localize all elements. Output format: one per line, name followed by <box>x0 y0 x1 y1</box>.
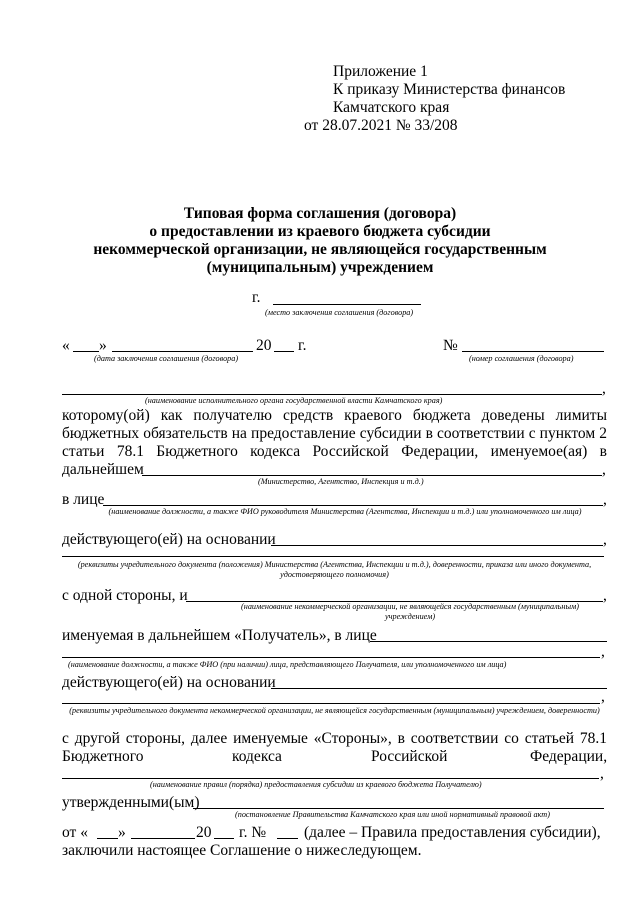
paragraph-line: с другой стороны, далее именуемые «Стороны», в соответствии со статьей 78.1 <box>62 730 607 747</box>
basis-field[interactable] <box>271 545 603 546</box>
final-month-field[interactable] <box>131 838 195 839</box>
comma: , <box>602 461 606 478</box>
number-caption: (номер соглашения (договора) <box>469 354 574 363</box>
closing-line: заключили настоящее Соглашение о нижеследующем. <box>62 842 422 859</box>
month-field[interactable] <box>112 351 253 352</box>
doc-title-line3: некоммерческой организации, не являющейся государственным <box>93 241 547 258</box>
decree-caption: (постановление Правительства Камчатского края или иной нормативный правовой акт) <box>235 810 550 819</box>
recipient-position-caption: (наименование должности, а также ФИО (при наличии) лица, представляющего Получателя, или уполномоченного им лица) <box>68 660 507 669</box>
subsidy-rules-field[interactable] <box>62 778 599 779</box>
final-number-sign: г. № <box>239 824 267 841</box>
subsidy-rules-caption: (наименование правил (порядка) предоставления субсидии из краевого бюджета Получателю) <box>150 780 482 789</box>
ministry-name-field[interactable] <box>142 475 602 476</box>
appendix-label: Приложение 1 <box>333 63 428 80</box>
comma: , <box>601 643 605 660</box>
paragraph-line: дальнейшем <box>62 461 144 478</box>
paragraph-word: кодекса <box>232 748 282 765</box>
head-position-caption: (наименование должности, а также ФИО руководителя Министерства (Агентства, Инспекции и т.д.) или уполномоченного им лица) <box>108 507 582 516</box>
approved-label: утвержденными(ым) <box>62 794 200 811</box>
final-from: от « <box>62 824 88 841</box>
comma: , <box>603 587 607 604</box>
number-sign: № <box>443 337 458 354</box>
final-rules-ref: (далее – Правила предоставления субсидии), <box>304 824 601 841</box>
final-day-field[interactable] <box>97 838 118 839</box>
ministry-caption: (Министерство, Агентство, Инспекция и т.д.) <box>258 477 424 486</box>
comma: , <box>601 688 605 705</box>
basis-continuation-field-2[interactable] <box>62 703 600 704</box>
year-field[interactable] <box>274 351 294 352</box>
city-caption: (место заключения соглашения (договора) <box>265 308 414 317</box>
final-year-field[interactable] <box>214 838 234 839</box>
nko-caption: (наименование некоммерческой организации, не являющейся государственным (муниципальным) учреждением) <box>241 602 579 621</box>
paragraph-line: бюджетных обязательств на предоставление субсидии в соответствии с пунктом 2 <box>62 425 607 442</box>
acting-basis-label-2: действующего(ей) на основании <box>62 674 276 691</box>
recipient-continuation-field[interactable] <box>62 657 600 658</box>
day-field[interactable] <box>73 351 99 352</box>
basis-field-2[interactable] <box>271 688 607 689</box>
recipient-person-field[interactable] <box>370 641 607 642</box>
executive-organ-field[interactable] <box>62 394 602 395</box>
requisites-caption-2: (реквизиты учредительного документа некоммерческой организации, не являющейся государственным (муниципальным) учреждением, доверенности) <box>69 706 600 715</box>
comma: , <box>600 765 604 782</box>
agreement-number-field[interactable] <box>462 351 604 352</box>
comma: , <box>602 380 606 397</box>
doc-title-line2: о предоставлении из краевого бюджета субсидии <box>149 223 491 240</box>
close-quote: » <box>99 337 107 354</box>
acting-basis-label: действующего(ей) на основании <box>62 531 276 548</box>
paragraph-line: статьи 78.1 Бюджетного кодекса Российской Федерации, именуемое(ая) в <box>62 443 607 460</box>
one-side-label: с одной стороны, и <box>62 587 188 604</box>
head-position-field[interactable] <box>103 505 603 506</box>
city-prefix: г. <box>252 289 261 306</box>
comma: , <box>603 491 607 508</box>
order-ref: К приказу Министерства финансов <box>333 81 566 98</box>
order-date-number: от 28.07.2021 № 33/208 <box>304 117 458 134</box>
decree-field[interactable] <box>193 808 604 809</box>
year-suffix: г. <box>298 337 307 354</box>
doc-title-line1: Типовая форма соглашения (договора) <box>183 205 457 222</box>
recipient-label: именуемая в дальнейшем «Получатель», в лице <box>62 627 377 644</box>
final-year-prefix: 20 <box>196 824 212 841</box>
executive-organ-caption: (наименование исполнительного органа государственной власти Камчатского края) <box>145 396 443 405</box>
paragraph-word: Российской <box>371 748 448 765</box>
in-person-label: в лице <box>62 491 105 508</box>
final-close-quote: » <box>118 824 126 841</box>
date-caption: (дата заключения соглашения (договора) <box>94 354 239 363</box>
city-field[interactable] <box>273 304 421 305</box>
paragraph-line: которому(ой) как получателю средств краевого бюджета доведены лимиты <box>62 407 607 424</box>
requisites-caption: (реквизиты учредительного документа (положения) Министерства (Агентства, Инспекции и т.д.), доверенности, приказа или иного документа, удостоверяющего полномочия) <box>77 560 592 579</box>
open-quote: « <box>62 337 70 354</box>
paragraph-word: Федерации, <box>530 748 608 765</box>
year-prefix: 20 <box>256 337 272 354</box>
doc-title-line4: (муниципальным) учреждением <box>206 259 434 276</box>
comma: , <box>603 531 607 548</box>
paragraph-word: Бюджетного <box>62 748 144 765</box>
order-ref-region: Камчатского края <box>333 99 450 116</box>
basis-continuation-field[interactable] <box>62 556 604 557</box>
final-number-field[interactable] <box>277 838 298 839</box>
